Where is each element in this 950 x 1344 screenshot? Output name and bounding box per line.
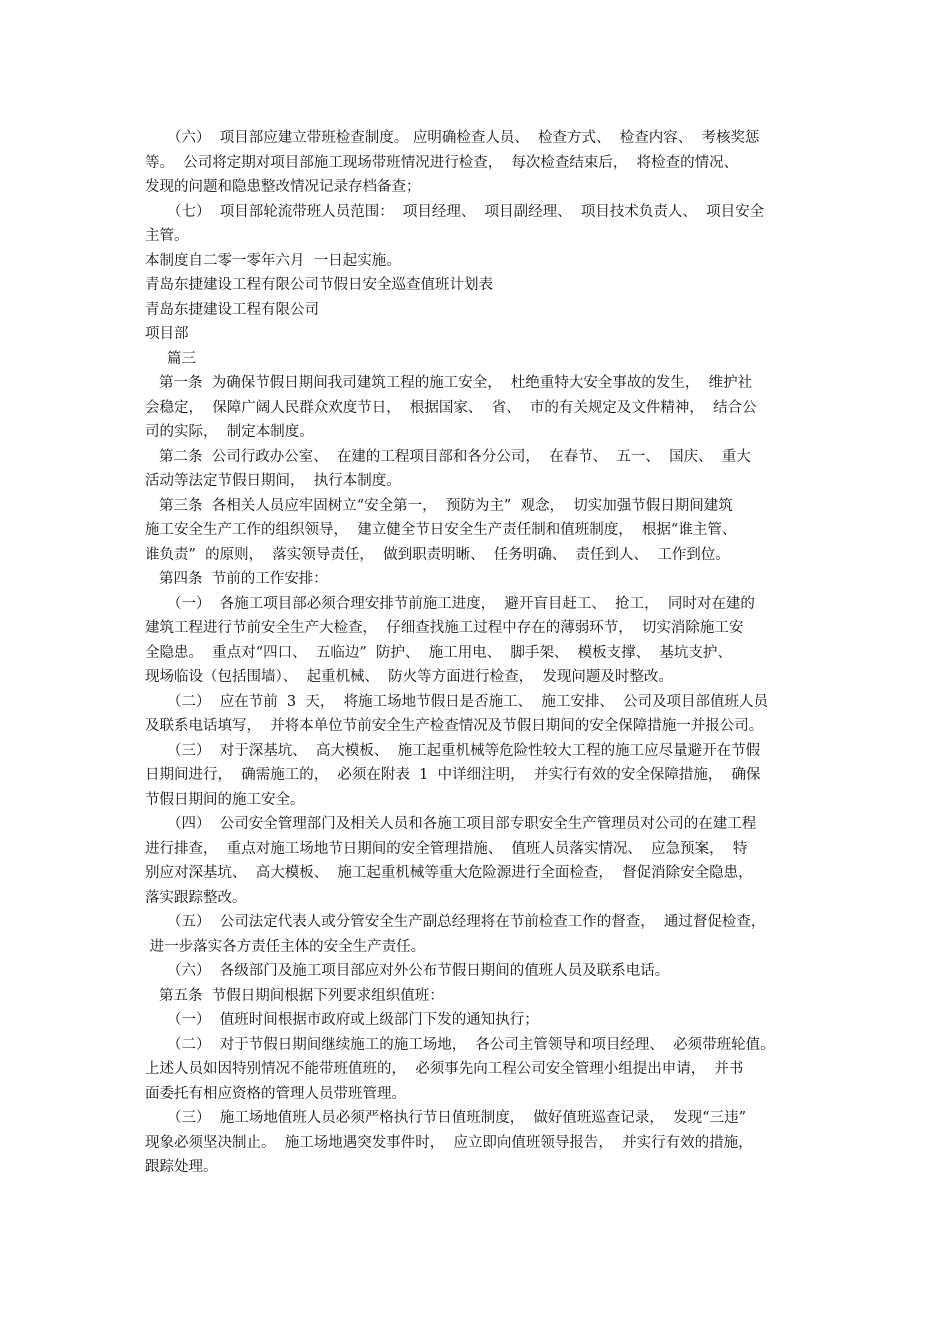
text-line: 现象必须坚决制止。 施工场地遇突发事件时， 应立即向值班领导报告， 并实行有效的措施， — [145, 1134, 753, 1151]
text-line: 现场临设（包括围墙）、 起重机械、 防火等方面进行检查， 发现问题及时整改。 — [145, 669, 673, 685]
text-line: 等。 公司将定期对项目部施工现场带班情况进行检查， 每次检查结束后， 将检查的情况、 — [145, 154, 739, 171]
text-line: （一） 各施工项目部必须合理安排节前施工进度， 避开盲目赶工、 抢工， 同时对在建的 — [167, 595, 755, 612]
section-heading: 篇三 — [167, 350, 196, 367]
text-line: （一） 值班时间根据市政府或上级部门下发的通知执行； — [167, 1012, 539, 1028]
text-line: 上述人员如因特别情况不能带班值班的， 必须事先向工程公司安全管理小组提出申请， 并书 — [145, 1061, 744, 1077]
text-line: 活动等法定节假日期间， 执行本制度。 — [145, 473, 401, 489]
text-line: 青岛东捷建设工程有限公司 — [145, 301, 319, 318]
text-line: 项目部 — [145, 326, 189, 342]
text-line: 进一步落实各方责任主体的安全生产责任。 — [145, 938, 426, 955]
text-line: （六） 各级部门及施工项目部应对外公布节假日期间的值班人员及联系电话。 — [167, 963, 670, 979]
text-line: （七） 项目部轮流带班人员范围： 项目经理、 项目副经理、 项目技术负责人、 项目安全 — [167, 203, 765, 220]
text-line: 主管。 — [145, 228, 189, 244]
text-line: （五） 公司法定代表人或分管安全生产副总经理将在节前检查工作的督查， 通过督促检查， — [167, 914, 766, 930]
text-line: 司的实际， 制定本制度。 — [145, 424, 314, 440]
text-line: 第三条 各相关人员应牢固树立“安全第一， 预防为主” 观念， 切实加强节假日期间建筑 — [159, 497, 733, 514]
text-line: 第二条 公司行政办公室、 在建的工程项目部和各分公司， 在春节、 五一、 国庆、 重大 — [159, 448, 751, 465]
text-line: （四） 公司安全管理部门及相关人员和各施工项目部专职安全生产管理员对公司的在建工程 — [167, 816, 757, 832]
text-line: 面委托有相应资格的管理人员带班管理。 — [145, 1085, 406, 1102]
text-line: 本制度自二零一零年六月 一日起实施。 — [145, 252, 401, 269]
text-line: 落实跟踪整改。 — [145, 889, 247, 906]
text-line: 第一条 为确保节假日期间我司建筑工程的施工安全， 杜绝重特大安全事故的发生， 维护社 — [159, 375, 753, 391]
text-line: （三） 对于深基坑、 高大模板、 施工起重机械等危险性较大工程的施工应尽量避开在节假 — [167, 742, 761, 759]
document-body — [145, 126, 810, 1180]
text-line: 节假日期间的施工安全。 — [145, 791, 305, 808]
text-line: 发现的问题和隐患整改情况记录存档备查； — [145, 179, 421, 195]
text-line: 全隐患。 重点对“四口、 五临边” 防护、 施工用电、 脚手架、 模板支撑、 基坑支护、 — [145, 644, 732, 661]
text-line: 会稳定， 保障广阔人民群众欢度节日， 根据国家、 省、 市的有关规定及文件精神， 结合公 — [145, 399, 757, 416]
text-line: （二） 对于节假日期间继续施工的施工场地， 各公司主管领导和项目经理、 必须带班轮值。 — [167, 1036, 775, 1053]
text-line: 谁负责” 的原则， 落实领导责任， 做到职责明晰、 任务明确、 责任到人、 工作到位。 — [145, 546, 730, 563]
text-line: 第五条 节假日期间根据下列要求组织值班： — [159, 987, 444, 1004]
text-line: 建筑工程进行节前安全生产大检查， 仔细查找施工过程中存在的薄弱环节， 切实消除施工安 — [145, 620, 744, 636]
text-line: （六） 项目部应建立带班检查制度。 应明确检查人员、 检查方式、 检查内容、 考核奖惩 — [167, 130, 760, 146]
text-line: 第四条 节前的工作安排： — [159, 571, 328, 587]
text-line: 及联系电话填写， 并将本单位节前安全生产检查情况及节假日期间的安全保障措施一并报公司。 — [145, 718, 764, 734]
text-line: 别应对深基坑、 高大模板、 施工起重机械等重大危险源进行全面检查， 督促消除安全隐患， — [145, 865, 753, 881]
text-line: （二） 应在节前 3 天， 将施工场地节假日是否施工、 施工安排、 公司及项目部值班人员 — [167, 693, 769, 710]
text-line: 跟踪处理。 — [145, 1159, 218, 1175]
text-line: 青岛东捷建设工程有限公司节假日安全巡查值班计划表 — [145, 277, 493, 293]
text-line: 日期间进行， 确需施工的， 必须在附表 1 中详细注明， 并实行有效的安全保障措施， 确保 — [145, 767, 761, 783]
text-line: 进行排查， 重点对施工场地节日期间的安全管理措施、 值班人员落实情况、 应急预案， 特 — [145, 840, 748, 857]
text-line: 施工安全生产工作的组织领导， 建立健全节日安全生产责任制和值班制度， 根据“谁主管、 — [145, 522, 737, 538]
text-line: （三） 施工场地值班人员必须严格执行节日值班制度， 做好值班巡查记录， 发现“三违” — [167, 1110, 746, 1126]
